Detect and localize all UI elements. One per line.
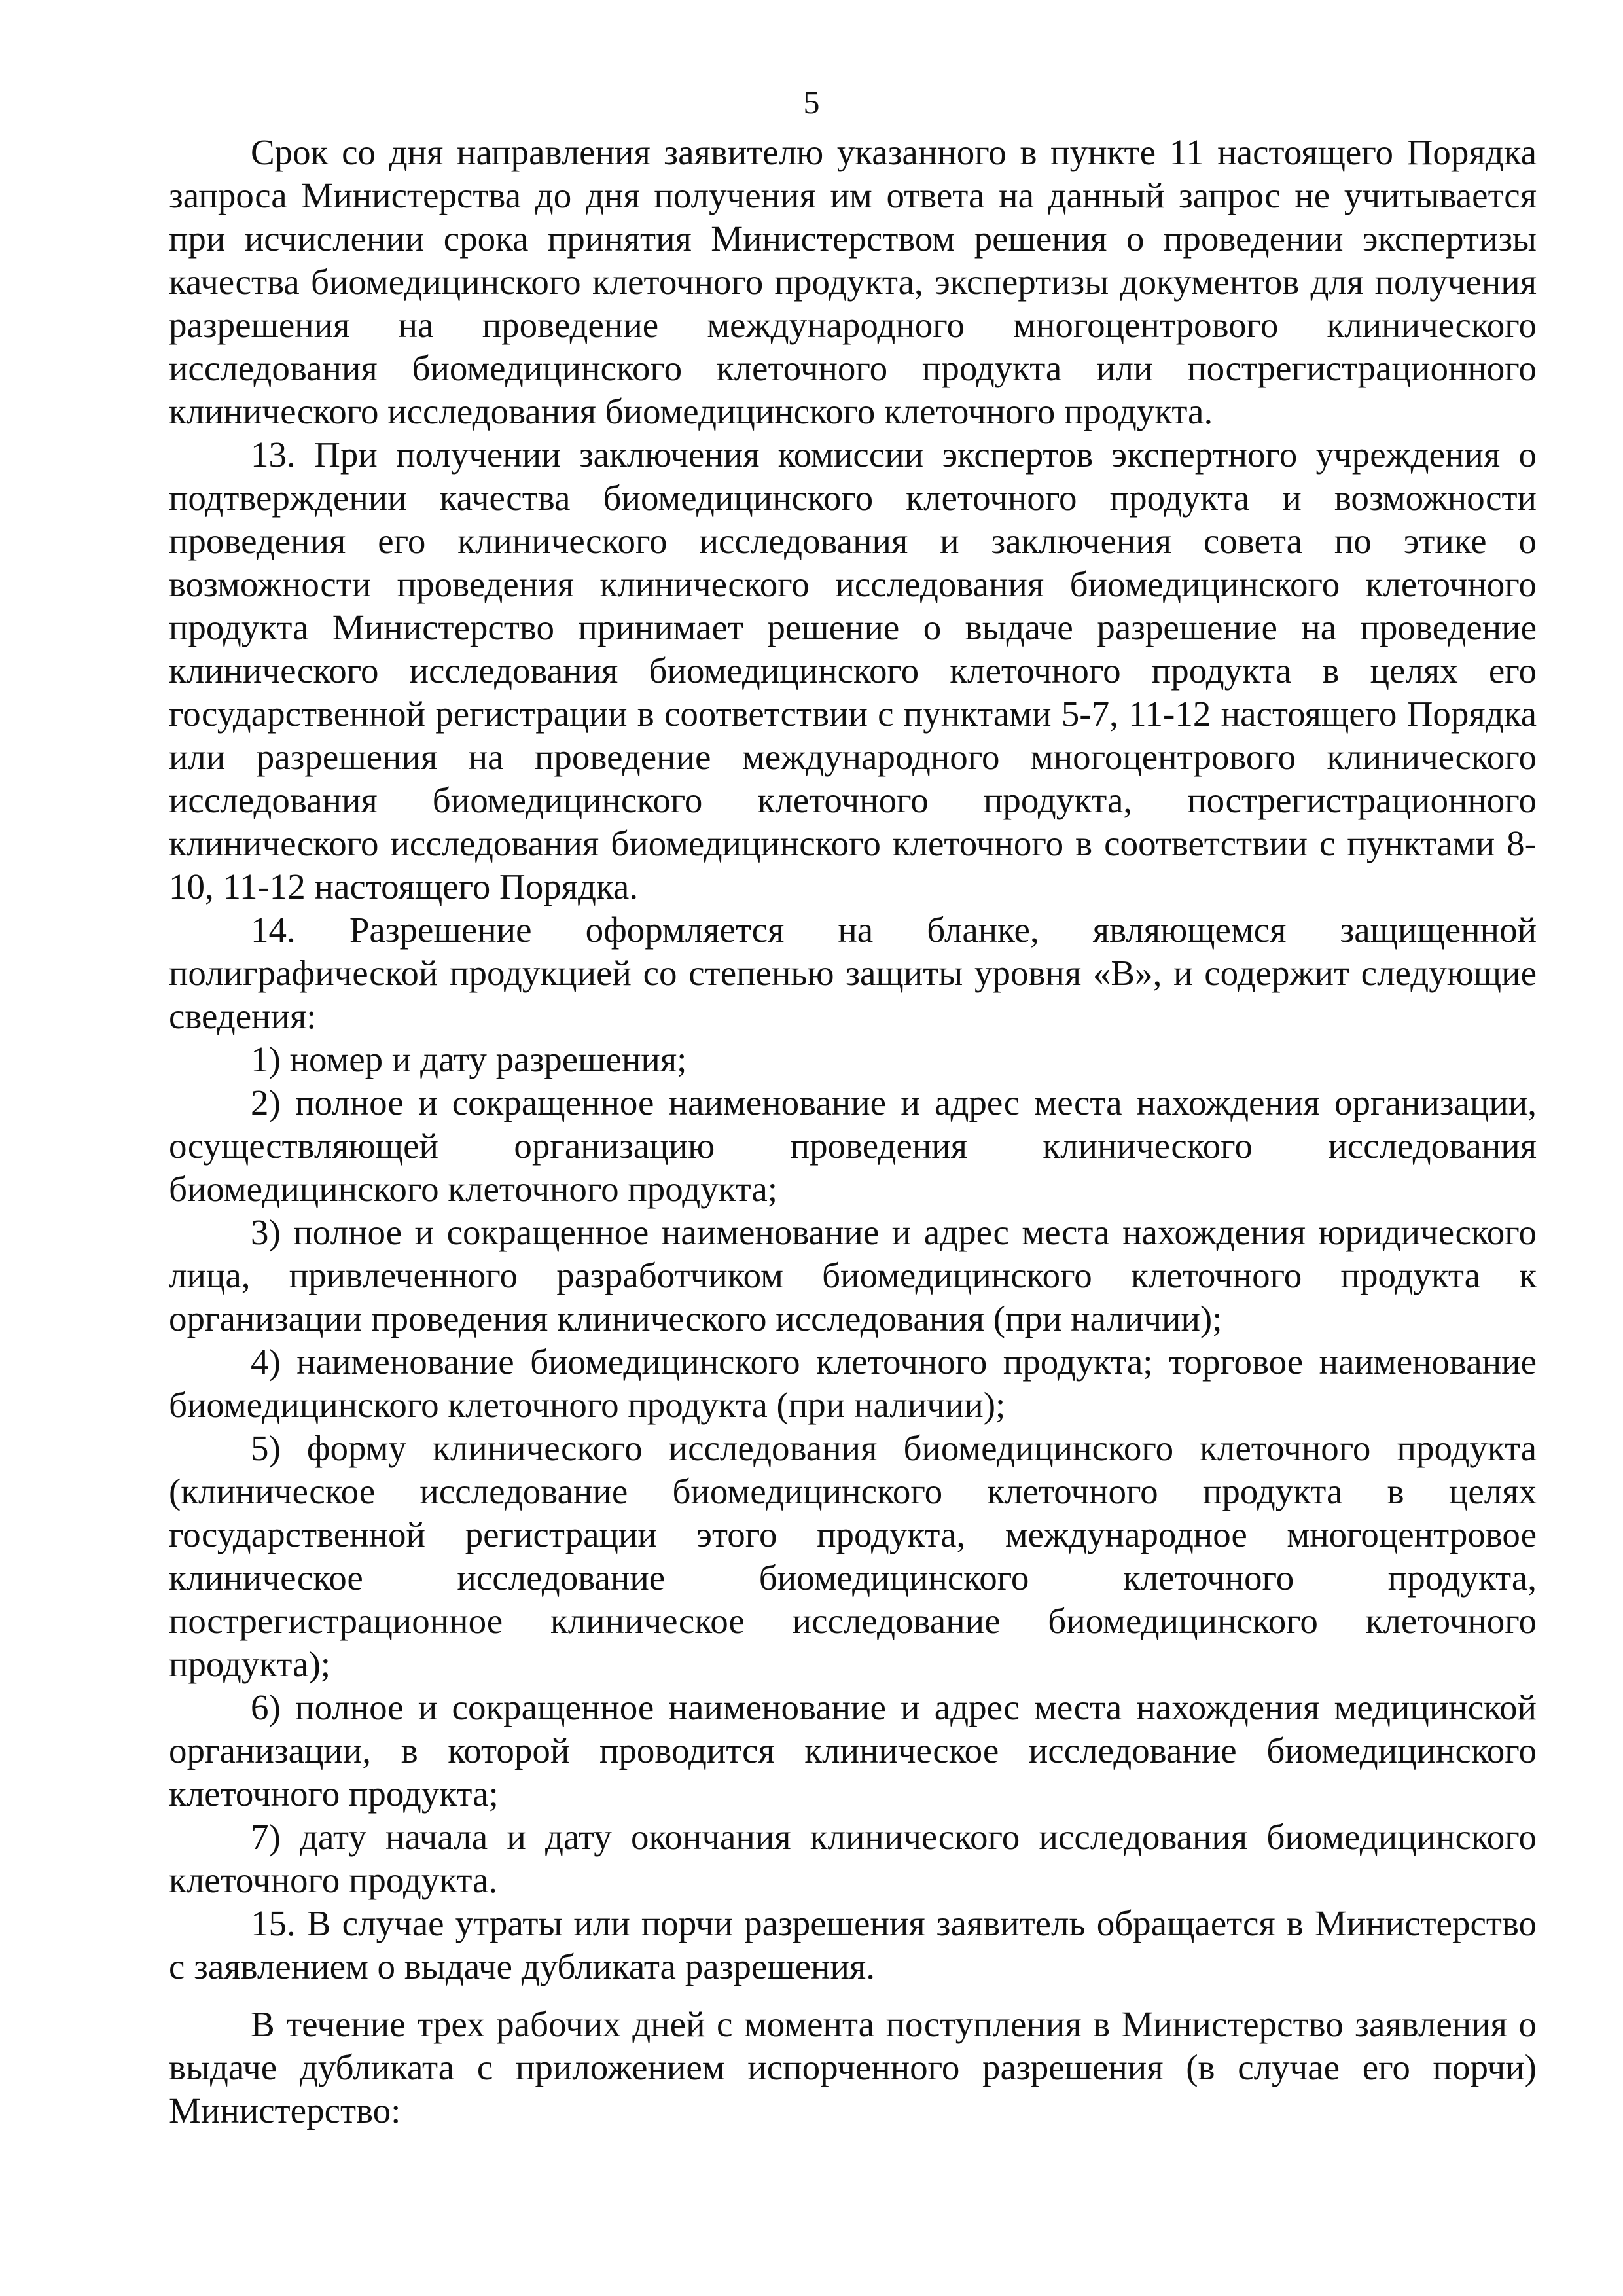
- list-item-2: 2) полное и сокращенное наименование и адрес места нахождения организации, осуществляющей организацию проведения клинического исследования биомедицинского клеточного продукта;: [169, 1083, 1537, 1209]
- paragraph-item-15: 15. В случае утраты или порчи разрешения заявитель обращается в Министерство с заявлением о выдаче дубликата разрешения.: [169, 1903, 1537, 1986]
- list-item-1: 1) номер и дату разрешения;: [251, 1039, 687, 1079]
- list-item-7: 7) дату начала и дату окончания клинического исследования биомедицинского клеточного продукта.: [169, 1817, 1537, 1900]
- list-item-5: 5) форму клинического исследования биомедицинского клеточного продукта (клиническое исследование биомедицинского клеточного продукта в целях государственной регистрации этого продукта, международное многоцентровое клиническое исследование биомедицинского клеточного продукта, пострегистрационное клиническое исследование биомедицинского клеточного продукта);: [169, 1428, 1537, 1684]
- page-number: 5: [803, 84, 820, 120]
- paragraph-term-calculation: Срок со дня направления заявителю указанного в пункте 11 настоящего Порядка запроса Министерства до дня получения им ответа на данный запрос не учитывается при исчислении срока принятия Министерством решения о проведении экспертизы качества биомедицинского клеточного продукта, экспертизы документов для получения разрешения на проведение международного многоцентрового клинического исследования биомедицинского клеточного продукта или пострегистрационного клинического исследования биомедицинского клеточного продукта.: [169, 132, 1537, 431]
- paragraph-duplicate-procedure: В течение трех рабочих дней с момента поступления в Министерство заявления о выдаче дубликата с приложением испорченного разрешения (в случае его порчи) Министерство:: [169, 2004, 1537, 2130]
- document-body: [169, 131, 1537, 2132]
- paragraph-item-13: 13. При получении заключения комиссии экспертов экспертного учреждения о подтверждении качества биомедицинского клеточного продукта и возможности проведения его клинического исследования и заключения совета по этике о возможности проведения клинического исследования биомедицинского клеточного продукта Министерство принимает решение о выдаче разрешение на проведение клинического исследования биомедицинского клеточного продукта в целях его государственной регистрации в соответствии с пунктами 5-7, 11-12 настоящего Порядка или разрешения на проведение международного многоцентрового клинического исследования биомедицинского клеточного продукта, пострегистрационного клинического исследования биомедицинского клеточного в соответствии с пунктами 8-10, 11-12 настоящего Порядка.: [169, 435, 1537, 906]
- list-item-4: 4) наименование биомедицинского клеточного продукта; торговое наименование биомедицинского клеточного продукта (при наличии);: [169, 1342, 1537, 1425]
- list-item-6: 6) полное и сокращенное наименование и адрес места нахождения медицинской организации, в которой проводится клиническое исследование биомедицинского клеточного продукта;: [169, 1687, 1537, 1814]
- list-item-3: 3) полное и сокращенное наименование и адрес места нахождения юридического лица, привлеченного разработчиком биомедицинского клеточного продукта к организации проведения клинического исследования (при наличии);: [169, 1212, 1537, 1338]
- paragraph-item-14: 14. Разрешение оформляется на бланке, являющемся защищенной полиграфической продукцией со степенью защиты уровня «В», и содержит следующие сведения:: [169, 910, 1537, 1036]
